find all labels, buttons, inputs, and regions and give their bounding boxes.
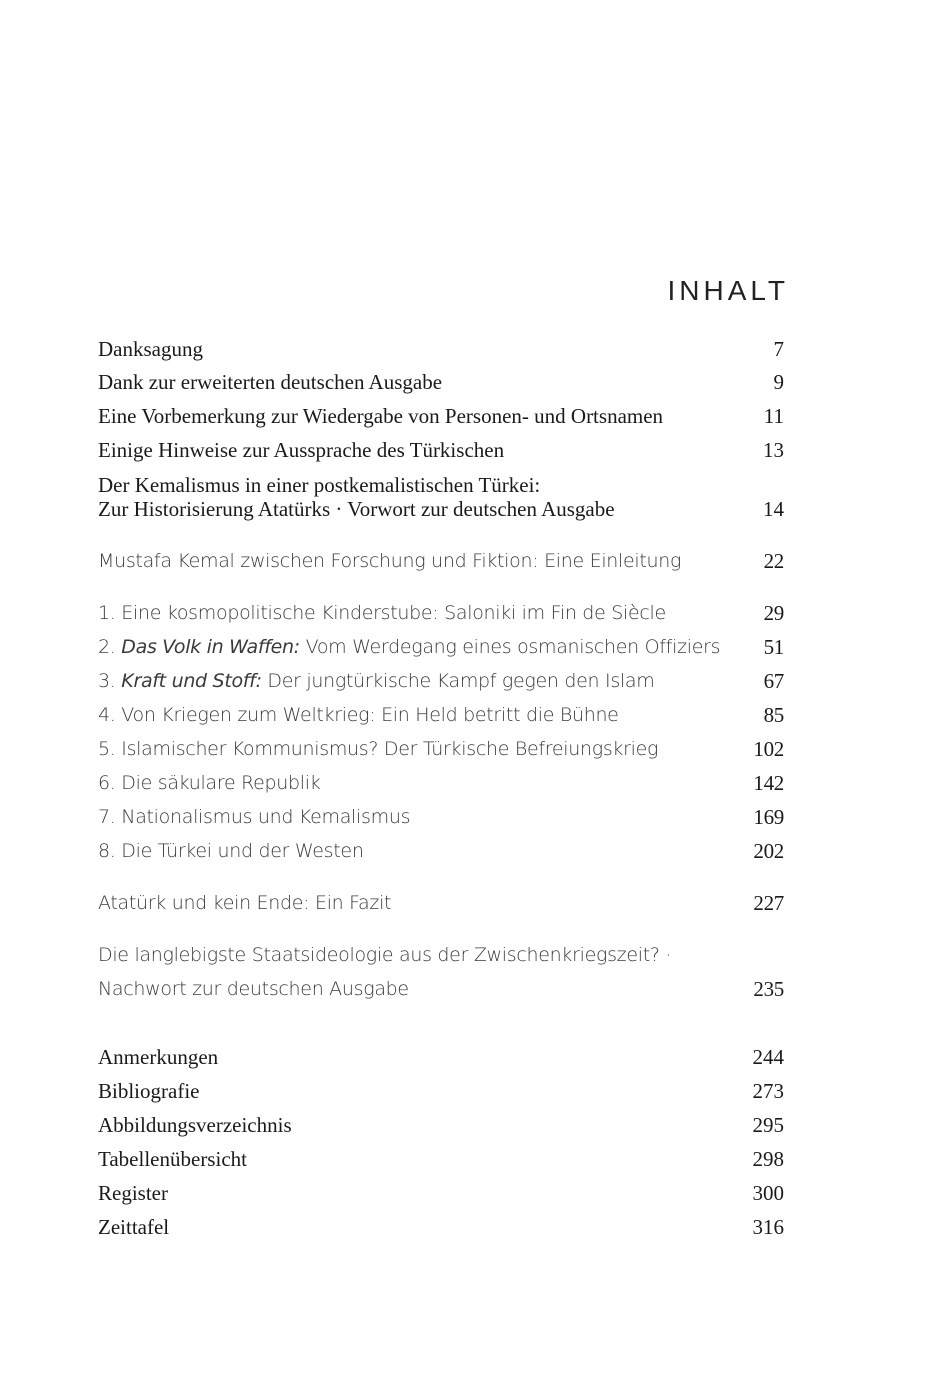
toc-entry-title: Nachwort zur deutschen Ausgabe	[98, 978, 409, 1000]
toc-heading: INHALT	[667, 274, 789, 306]
toc-entry-title: Eine kosmopolitische Kinderstube: Saloniki im Fin de Siècle	[121, 602, 666, 624]
toc-entry-title: Von Kriegen zum Weltkrieg: Ein Held betritt die Bühne	[121, 704, 619, 726]
toc-entry-number: 8.	[98, 840, 122, 862]
toc-entry-page: 227	[753, 891, 784, 915]
toc-entry	[98, 403, 784, 429]
toc-entry-page: 102	[753, 737, 784, 761]
toc-entry-title: Mustafa Kemal zwischen Forschung und Fiktion: Eine Einleitung	[98, 550, 682, 572]
toc-entry	[98, 369, 784, 395]
toc-entry-title: Danksagung	[98, 337, 203, 361]
toc-entry-italic-title: Das Volk in Waffen:	[121, 636, 300, 658]
toc-entry-page: 235	[753, 977, 784, 1001]
toc-entry-title: Der jungtürkische Kampf gegen den Islam	[261, 670, 655, 692]
toc-entry-title: Zeittafel	[98, 1215, 170, 1239]
toc-entry-page: 22	[763, 549, 784, 573]
toc-entry	[98, 770, 784, 796]
toc-entry-number: 5.	[98, 738, 122, 760]
toc-entry-page: 29	[763, 601, 784, 625]
toc-entry-page: 7	[773, 337, 784, 361]
toc-entry-page: 316	[752, 1215, 784, 1239]
toc-entry-title: Anmerkungen	[98, 1045, 219, 1069]
toc-entry	[98, 472, 784, 498]
toc-entry-page: 298	[752, 1147, 784, 1171]
toc-entry-title: Nationalismus und Kemalismus	[121, 806, 411, 828]
toc-entry	[98, 976, 784, 1002]
toc-entry-number: 7.	[98, 806, 122, 828]
toc-entry	[98, 838, 784, 864]
toc-entry-title: Tabellenübersicht	[98, 1147, 247, 1171]
toc-entry	[98, 634, 784, 660]
toc-entry-title: Bibliografie	[98, 1079, 200, 1103]
toc-entry-page: 202	[753, 839, 784, 863]
toc-entry	[98, 336, 784, 362]
toc-entry-page: 273	[752, 1079, 784, 1103]
toc-entry-title: Atatürk und kein Ende: Ein Fazit	[98, 892, 392, 914]
toc-entry	[98, 942, 784, 968]
toc-entry	[98, 804, 784, 830]
toc-entry	[98, 890, 784, 916]
toc-entry-title: Zur Historisierung Atatürks · Vorwort zur deutschen Ausgabe	[98, 497, 615, 521]
toc-entry-page: 13	[763, 438, 784, 462]
toc-entry-italic-title: Kraft und Stoff:	[121, 670, 262, 692]
toc-entry-title: Register	[98, 1181, 168, 1205]
toc-entry-title: Die säkulare Republik	[121, 772, 321, 794]
toc-entry-page: 244	[752, 1045, 784, 1069]
toc-entry-number: 2.	[98, 636, 122, 658]
toc-entry-page: 85	[763, 703, 784, 727]
toc-entry-page: 142	[753, 771, 784, 795]
toc-entry-page: 67	[763, 669, 784, 693]
toc-entry-title: Abbildungsverzeichnis	[98, 1113, 292, 1137]
toc-entry-number: 1.	[98, 602, 122, 624]
toc-entry-page: 51	[763, 635, 784, 659]
toc-entry	[98, 1078, 784, 1104]
toc-entry	[98, 1214, 784, 1240]
toc-entry	[98, 1146, 784, 1172]
toc-entry	[98, 1044, 784, 1070]
toc-entry-page: 9	[773, 370, 784, 394]
toc-entry-number: 6.	[98, 772, 122, 794]
toc-entry	[98, 668, 784, 694]
toc-entry	[98, 1112, 784, 1138]
toc-entry	[98, 437, 784, 463]
toc-entry-title: Die langlebigste Staatsideologie aus der Zwischenkriegszeit? ·	[98, 944, 672, 966]
toc-entry-title: Einige Hinweise zur Aussprache des Türkischen	[98, 438, 505, 462]
toc-entry-number: 3.	[98, 670, 122, 692]
toc-entry	[98, 702, 784, 728]
toc-entry	[98, 496, 784, 522]
toc-entry-title: Die Türkei und der Westen	[121, 840, 364, 862]
toc-entry	[98, 736, 784, 762]
toc-entry-title: Eine Vorbemerkung zur Wiedergabe von Personen- und Ortsnamen	[98, 404, 664, 428]
toc-entry-title: Der Kemalismus in einer postkemalistischen Türkei:	[98, 473, 541, 497]
toc-entry-page: 295	[752, 1113, 784, 1137]
toc-entry	[98, 1180, 784, 1206]
toc-entry-title: Vom Werdegang eines osmanischen Offiziers	[299, 636, 721, 658]
toc-entry	[98, 548, 784, 574]
toc-entry-page: 14	[763, 497, 784, 521]
toc-entry-title: Dank zur erweiterten deutschen Ausgabe	[98, 370, 443, 394]
toc-entry	[98, 600, 784, 626]
toc-entry-page: 169	[753, 805, 784, 829]
toc-entry-number: 4.	[98, 704, 122, 726]
toc-entry-page: 300	[752, 1181, 784, 1205]
toc-entry-page: 11	[763, 404, 784, 428]
toc-entry-title: Islamischer Kommunismus? Der Türkische Befreiungskrieg	[121, 738, 659, 760]
